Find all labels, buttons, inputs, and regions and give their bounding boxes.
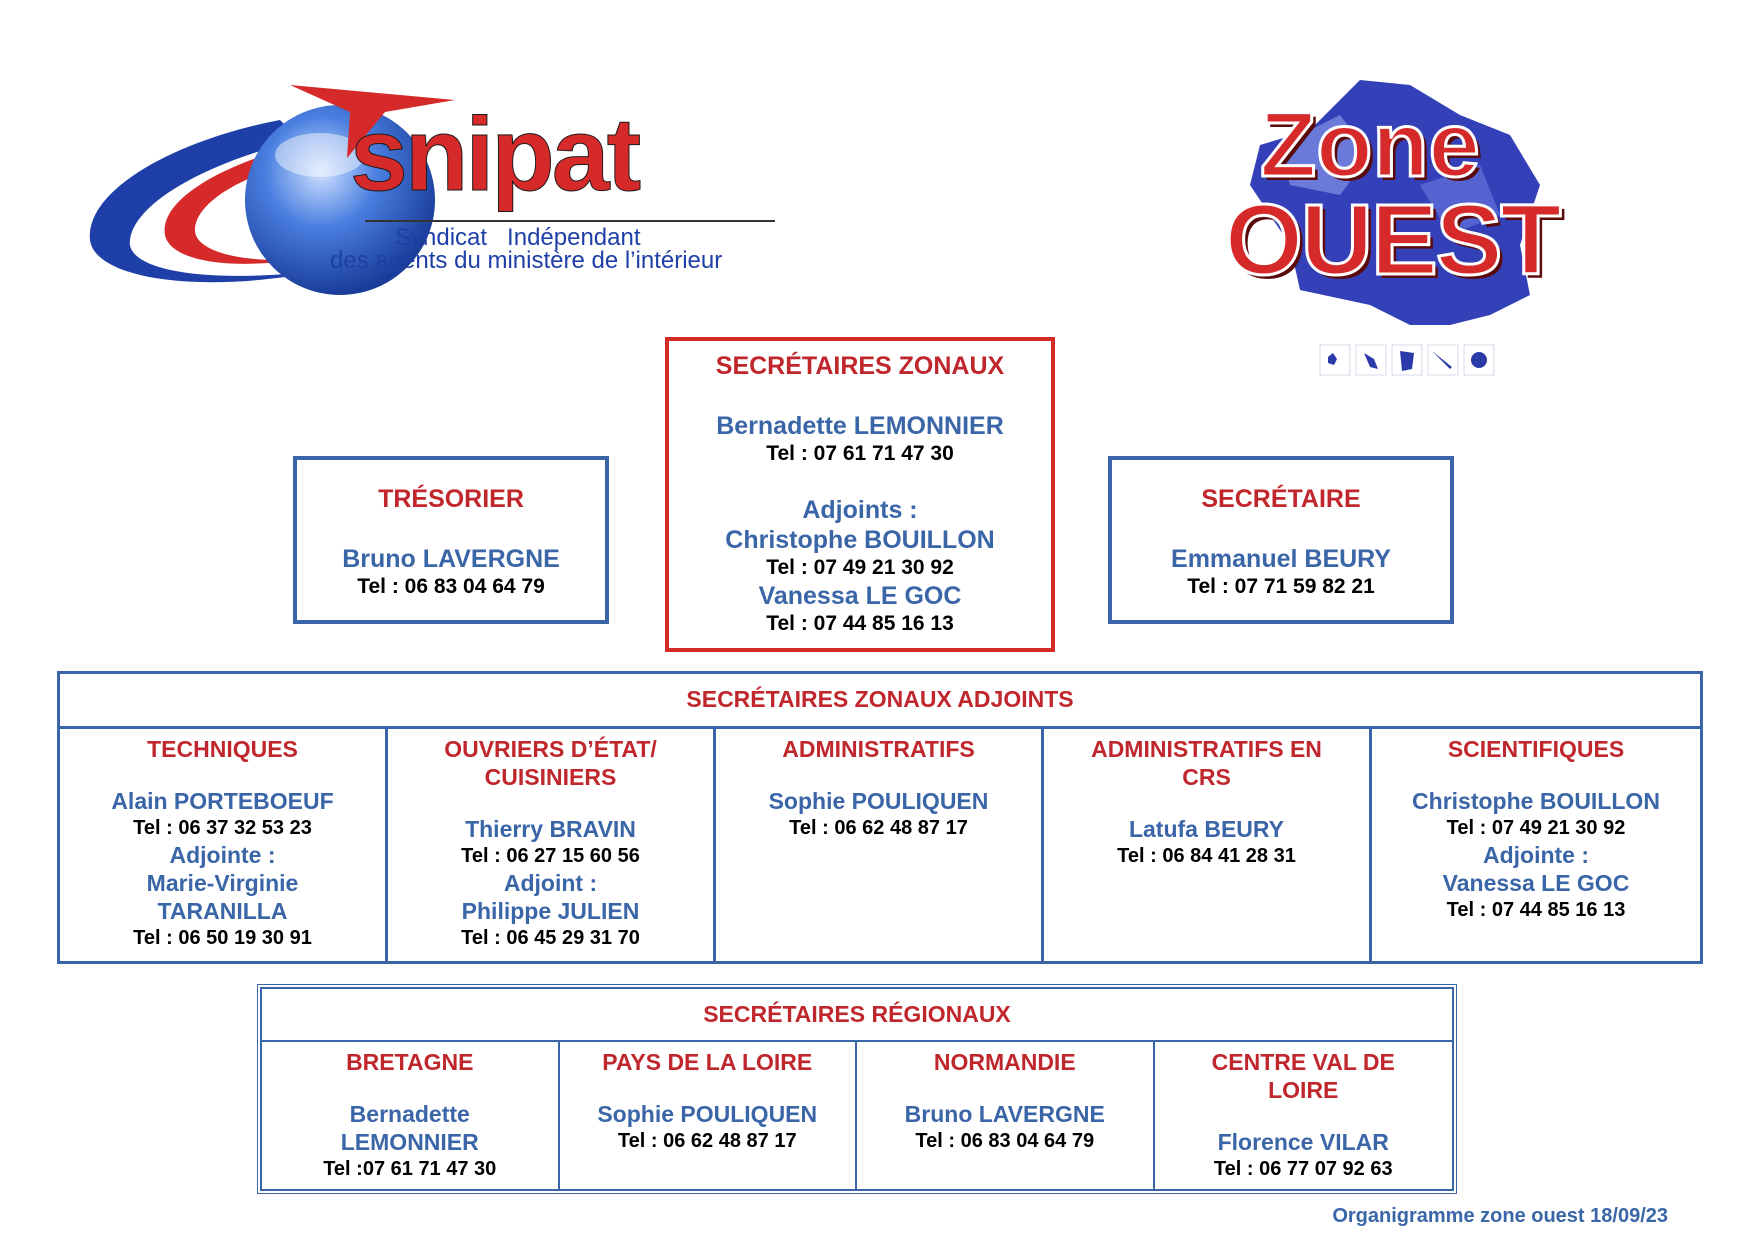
secretaire-name: Emmanuel BEURY xyxy=(1171,545,1391,573)
regionaux-row xyxy=(262,1042,1452,1189)
cell-title: CENTRE VAL DE LOIRE xyxy=(1211,1049,1395,1103)
person-name: Adjointe : xyxy=(1482,842,1590,868)
person-name: Philippe JULIEN xyxy=(461,898,640,924)
phone-number: Tel : 06 62 48 87 17 xyxy=(789,817,968,839)
phone-number: Tel : 06 45 29 31 70 xyxy=(461,927,640,949)
zonaux-adjoints-row xyxy=(60,729,1700,961)
person-name: Thierry BRAVIN xyxy=(465,816,636,842)
phone-number: Tel : 06 83 04 64 79 xyxy=(915,1130,1095,1152)
cell-administratifs xyxy=(716,729,1044,961)
regionaux-header: SECRÉTAIRES RÉGIONAUX xyxy=(262,989,1452,1042)
zonaux-tel: Tel : 07 61 71 47 30 xyxy=(766,442,954,465)
phone-number: Tel :07 61 71 47 30 xyxy=(323,1158,497,1180)
zonaux-adjoints-header: SECRÉTAIRES ZONAUX ADJOINTS xyxy=(60,674,1700,729)
tresorier-box xyxy=(293,456,609,624)
person-name: Sophie POULIQUEN xyxy=(597,1101,818,1127)
zone-ouest-logo xyxy=(1220,75,1600,395)
person-name: Florence VILAR xyxy=(1217,1129,1389,1155)
snipat-underline xyxy=(365,220,775,222)
regionaux-table xyxy=(260,987,1454,1191)
person-name: LEMONNIER xyxy=(340,1129,479,1155)
secretaire-tel: Tel : 07 71 59 82 21 xyxy=(1187,575,1375,598)
person-name: Adjointe : xyxy=(169,842,276,868)
secretaires-zonaux-box xyxy=(665,337,1055,652)
phone-number: Tel : 06 27 15 60 56 xyxy=(461,845,640,867)
person-name: Bernadette xyxy=(349,1101,470,1127)
phone-number: Tel : 07 44 85 16 13 xyxy=(1446,899,1626,921)
phone-number: Tel : 06 84 41 28 31 xyxy=(1117,845,1296,867)
snipat-brand: snipat xyxy=(350,97,639,213)
snipat-tagline-2: des agents du ministère de l’intérieur xyxy=(330,247,723,274)
cell-ouvriers-d-etat-cuisiniers xyxy=(388,729,716,961)
footer-caption: Organigramme zone ouest 18/09/23 xyxy=(1332,1205,1668,1227)
cell-title: OUVRIERS D’ÉTAT/ CUISINIERS xyxy=(444,736,657,790)
tresorier-name: Bruno LAVERGNE xyxy=(342,545,560,573)
ouest-word: OUEST xyxy=(1225,184,1560,296)
phone-number: Tel : 06 77 07 92 63 xyxy=(1213,1158,1393,1180)
phone-number: Tel : 07 49 21 30 92 xyxy=(1446,817,1626,839)
cell-title: NORMANDIE xyxy=(933,1049,1076,1075)
tresorier-tel: Tel : 06 83 04 64 79 xyxy=(357,575,545,598)
cell-techniques xyxy=(60,729,388,961)
person-name: Alain PORTEBOEUF xyxy=(111,788,334,814)
cell-administratifs-en-crs xyxy=(1044,729,1372,961)
person-name: TARANILLA xyxy=(157,898,288,924)
phone-number: Tel : 06 62 48 87 17 xyxy=(617,1130,797,1152)
cell-bretagne xyxy=(262,1042,560,1189)
person-name: Bruno LAVERGNE xyxy=(904,1101,1105,1127)
cell-normandie xyxy=(857,1042,1155,1189)
cell-title: PAYS DE LA LOIRE xyxy=(602,1049,813,1075)
person-name: Adjoint : xyxy=(503,870,598,896)
person-name: Vanessa LE GOC xyxy=(1442,870,1630,896)
secretaire-title: SECRÉTAIRE xyxy=(1201,485,1361,513)
cell-centre-val-de-loire xyxy=(1155,1042,1453,1189)
tresorier-title: TRÉSORIER xyxy=(378,485,524,513)
zonaux-name: Bernadette LEMONNIER xyxy=(716,412,1004,440)
zonaux-adjoints-table xyxy=(57,671,1703,964)
zonaux-adj1-tel: Tel : 07 49 21 30 92 xyxy=(766,556,954,579)
zonaux-adj2-name: Vanessa LE GOC xyxy=(758,582,962,610)
cell-pays-de-la-loire xyxy=(560,1042,858,1189)
phone-number: Tel : 06 50 19 30 91 xyxy=(133,927,312,949)
zonaux-adj1-name: Christophe BOUILLON xyxy=(725,526,995,554)
person-name: Marie-Virginie xyxy=(146,870,299,896)
cell-title: ADMINISTRATIFS EN CRS xyxy=(1091,736,1322,790)
person-name: Sophie POULIQUEN xyxy=(768,788,989,814)
snipat-tagline-1: Syndicat Indépendant xyxy=(395,224,641,251)
cell-title: BRETAGNE xyxy=(346,1049,474,1075)
person-name: Latufa BEURY xyxy=(1128,816,1285,842)
cell-title: ADMINISTRATIFS xyxy=(782,736,975,762)
cell-scientifiques xyxy=(1372,729,1700,961)
phone-number: Tel : 06 37 32 53 23 xyxy=(133,817,312,839)
cell-title: TECHNIQUES xyxy=(147,736,298,762)
person-name: Christophe BOUILLON xyxy=(1412,788,1660,814)
zonaux-adjoints-label: Adjoints : xyxy=(802,496,918,524)
secretaire-box xyxy=(1108,456,1454,624)
cell-title: SCIENTIFIQUES xyxy=(1447,736,1625,762)
overseas-territories xyxy=(1320,345,1494,375)
snipat-logo xyxy=(85,80,805,320)
zonaux-title: SECRÉTAIRES ZONAUX xyxy=(715,352,1005,380)
zone-word: Zone xyxy=(1260,94,1480,196)
zonaux-adj2-tel: Tel : 07 44 85 16 13 xyxy=(766,612,954,635)
